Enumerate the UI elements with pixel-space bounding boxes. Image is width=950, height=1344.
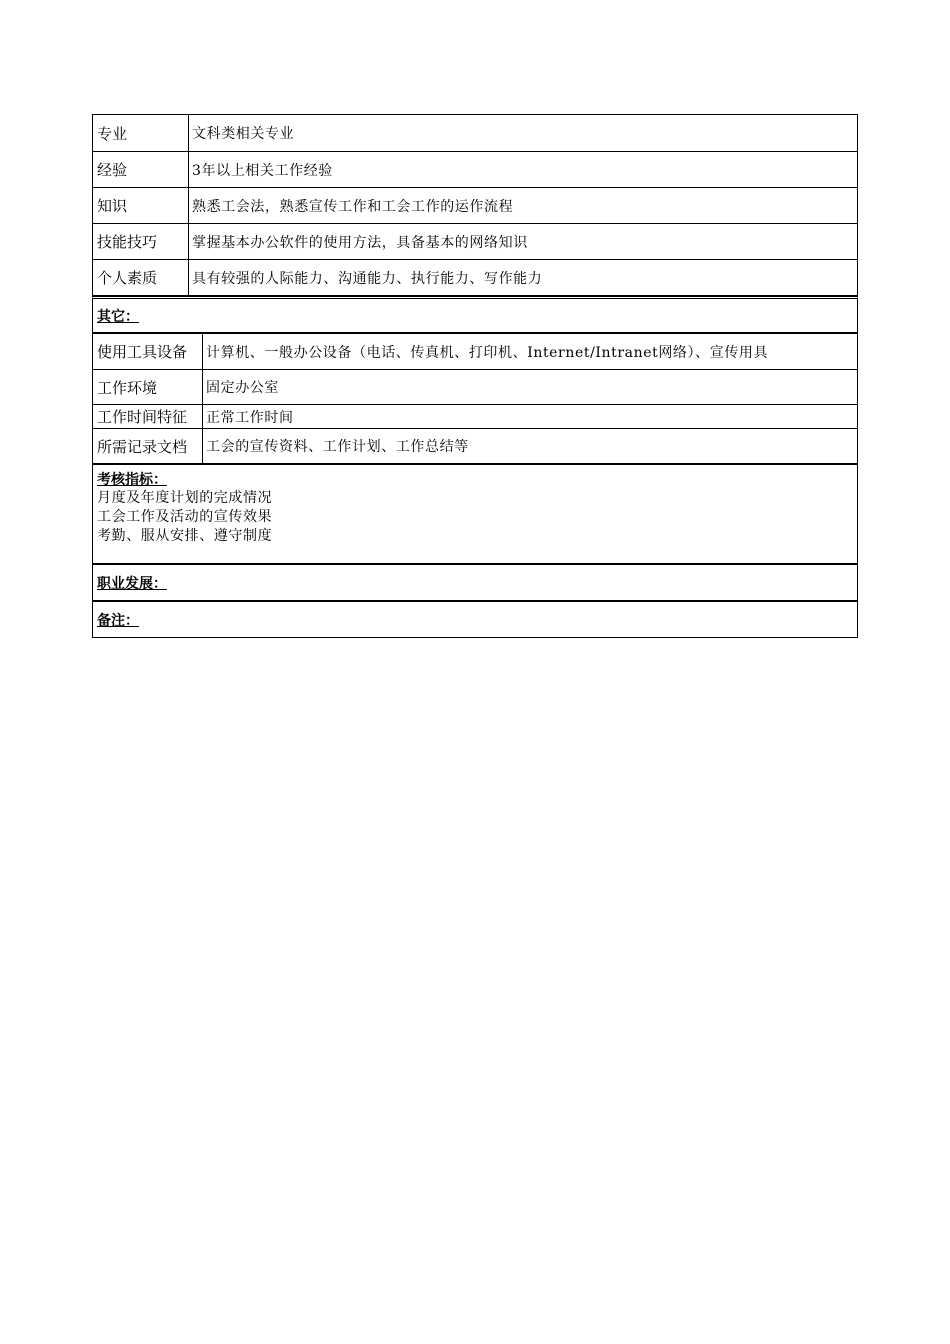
other-title: 其它： — [97, 308, 139, 325]
kpi-section — [92, 464, 858, 564]
kpi-item: 月度及年度计划的完成情况 — [97, 490, 273, 506]
other-table — [92, 333, 858, 464]
requirements-table — [92, 114, 858, 296]
table-row — [93, 334, 857, 369]
row-label: 所需记录文档 — [93, 429, 203, 463]
job-description-sheet — [92, 114, 858, 638]
row-label: 使用工具设备 — [93, 334, 203, 369]
row-value: 正常工作时间 — [206, 409, 294, 426]
row-label: 专业 — [93, 115, 189, 151]
kpi-item: 考勤、服从安排、遵守制度 — [97, 528, 273, 544]
row-label: 知识 — [93, 188, 189, 223]
table-row — [93, 187, 857, 223]
row-value: 熟悉工会法，熟悉宣传工作和工会工作的运作流程 — [192, 198, 514, 215]
row-value: 工会的宣传资料、工作计划、工作总结等 — [206, 439, 469, 455]
row-value: 计算机、一般办公设备（电话、传真机、打印机、Internet/Intranet网络）、宣传用具 — [206, 344, 769, 361]
table-row — [93, 115, 857, 151]
table-row — [93, 223, 857, 259]
row-label: 个人素质 — [93, 260, 189, 295]
row-value: 3年以上相关工作经验 — [192, 162, 333, 179]
row-value: 固定办公室 — [206, 380, 279, 396]
other-section-header — [92, 296, 858, 333]
table-row — [93, 428, 857, 463]
kpi-title: 考核指标： — [97, 472, 167, 488]
kpi-item: 工会工作及活动的宣传效果 — [97, 509, 273, 525]
career-section — [92, 564, 858, 601]
table-row — [93, 259, 857, 295]
notes-section — [92, 601, 858, 638]
row-label: 经验 — [93, 152, 189, 187]
row-label: 技能技巧 — [93, 224, 189, 259]
table-row — [93, 151, 857, 187]
notes-title: 备注： — [97, 612, 139, 629]
row-label: 工作时间特征 — [93, 405, 203, 428]
row-value: 具有较强的人际能力、沟通能力、执行能力、写作能力 — [192, 270, 543, 287]
row-label: 工作环境 — [93, 370, 203, 404]
table-row — [93, 404, 857, 428]
row-value: 文科类相关专业 — [192, 126, 295, 142]
table-row — [93, 369, 857, 404]
row-value: 掌握基本办公软件的使用方法，具备基本的网络知识 — [192, 234, 528, 251]
career-title: 职业发展： — [97, 575, 167, 592]
